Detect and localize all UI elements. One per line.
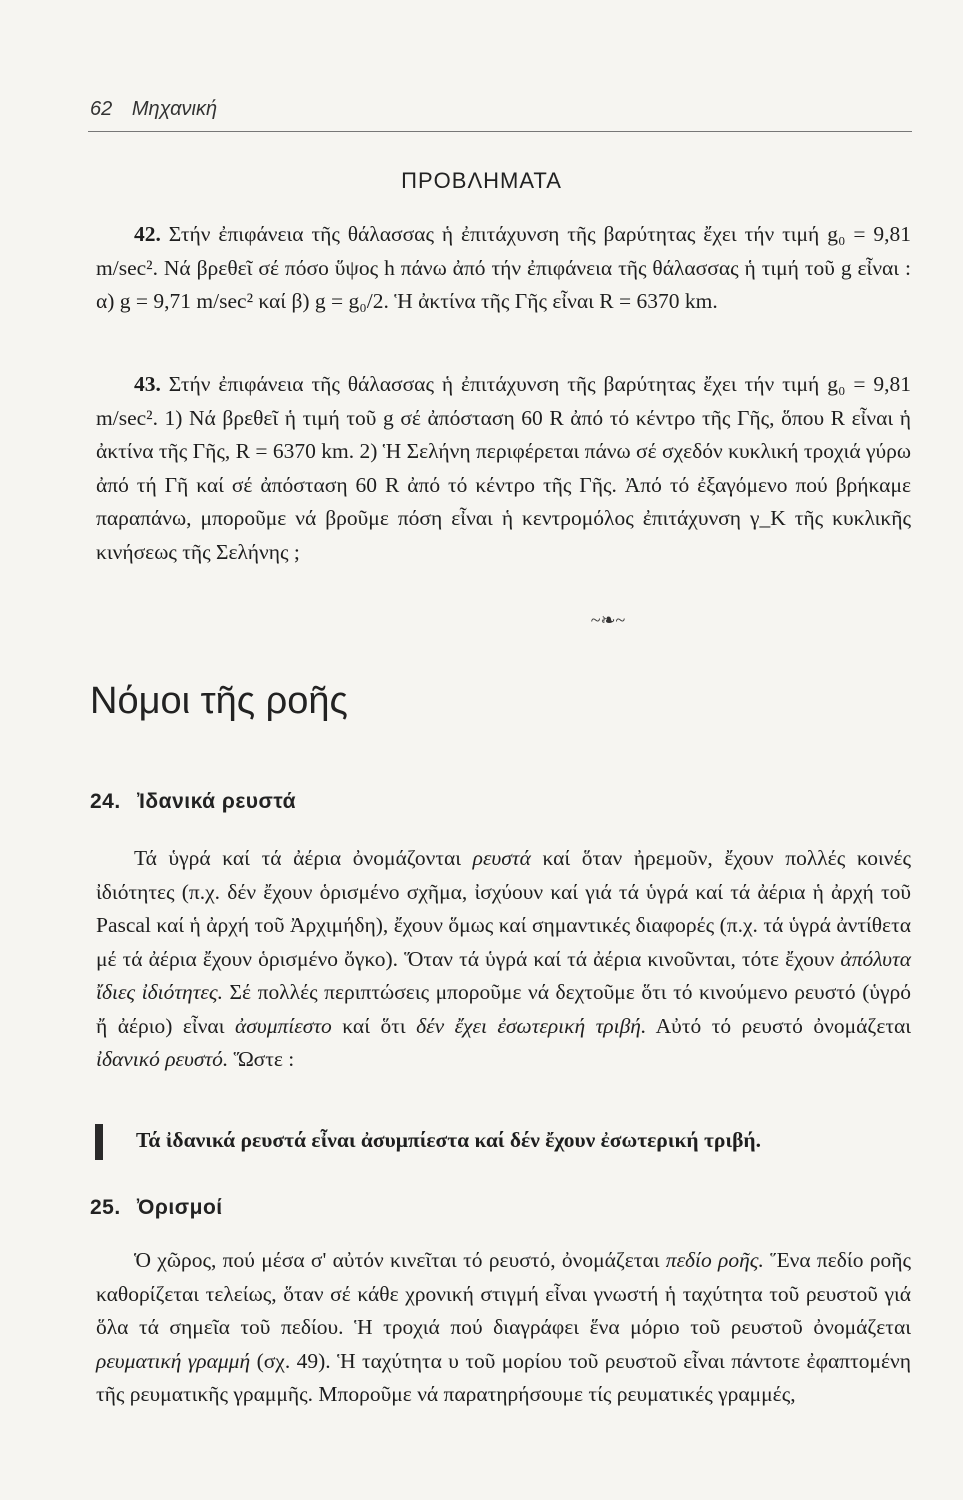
- section-24-number: 24.: [90, 790, 121, 813]
- chapter-title: Νόμοι τῆς ροῆς: [90, 680, 348, 722]
- statement-marker: [95, 1124, 103, 1160]
- s24-term-no-friction: δέν ἔχει ἐσωτερική τριβή.: [416, 1013, 647, 1038]
- s24-text-4: καί ὅτι: [342, 1013, 406, 1038]
- header-rule: [88, 131, 912, 132]
- section-25-paragraph: [96, 1244, 911, 1412]
- section-25-title: Ὀρισμοί: [137, 1196, 223, 1219]
- section-24-paragraph: [96, 842, 911, 1077]
- s24-term-ideal-fluid: ἰδανικό ρευστό.: [96, 1047, 229, 1071]
- running-title: Μηχανική: [131, 98, 218, 120]
- problem-43-text: Στήν ἐπιφάνεια τῆς θάλασσας ἡ ἐπιτάχυνση τῆς βαρύτητας ἔχει τήν τιμή g₀ = 9,81 m/sec². 1) Νά βρεθεῖ ἡ τιμή τοῦ g σέ ἀπόσταση 60 R ἀπό τό κέντρο τῆς Γῆς, ὅπου R εἶναι ἡ ἀκτίνα τῆς Γῆς, R = 6370 km. 2) Ἡ Σελήνη περιφέρεται πάνω σέ σχεδόν κυκλική τροχιά γύρω ἀπό τή Γῆ καί σέ ἀπόσταση 60 R ἀπό τό κέντρο τῆς Γῆς. Ἀπό τό ἐξαγόμενο πού βρήκαμε παραπάνω, μποροῦμε νά βροῦμε πόση εἶναι ἡ κεντρομόλος ἐπιτάχυνση γ_K τῆς κυκλικῆς κινήσεως τῆς Σελήνης ;: [96, 372, 911, 564]
- ornament-divider: ~❧~: [590, 610, 626, 630]
- s25-text-2: Ἕνα πεδίο ροῆς καθορίζεται τελείως, ὅταν σέ κάθε χρονική στιγμή εἶναι γνωστή ἡ ταχύτητα τοῦ ρευστοῦ γιά ὅλα τά σημεῖα τοῦ πεδίου. Ἡ τροχιά πού διαγράφει ἕνα μόριο τοῦ ρευστοῦ ὀνομάζεται: [96, 1248, 911, 1339]
- s25-term-streamline: ρευματική γραμμή: [96, 1348, 251, 1373]
- s24-term-incompressible: ἀσυμπίεστο: [234, 1013, 332, 1038]
- s24-text-3: Σέ πολλές περιπτώσεις μποροῦμε νά δεχτοῦμε ὅτι τό κινούμενο ρευστό (ὑγρό ἤ ἀέριο) εἶναι: [96, 980, 912, 1038]
- problem-43-number: 43.: [134, 372, 161, 396]
- page-number: 62: [90, 98, 113, 120]
- s25-term-flow-field: πεδίο ροῆς.: [665, 1248, 764, 1272]
- s24-text-1: Τά ὑγρά καί τά ἀέρια ὀνομάζονται: [134, 846, 462, 870]
- ideal-fluid-statement: Τά ἰδανικά ρευστά εἶναι ἀσυμπίεστα καί δέν ἔχουν ἐσωτερική τριβή.: [136, 1128, 761, 1152]
- problem-43: [96, 368, 911, 569]
- problems-title: ΠΡΟΒΛΗΜΑΤΑ: [401, 168, 562, 193]
- s24-text-6: Ὥστε :: [233, 1047, 295, 1071]
- running-header: [90, 98, 910, 121]
- problem-42-number: 42.: [134, 222, 161, 246]
- problem-42-text: Στήν ἐπιφάνεια τῆς θάλασσας ἡ ἐπιτάχυνση τῆς βαρύτητας ἔχει τήν τιμή g₀ = 9,81 m/sec². Νά βρεθεῖ σέ πόσο ὕψος h πάνω ἀπό τήν ἐπιφάνεια τῆς θάλασσας ἡ τιμή τοῦ g εἶναι : α) g = 9,71 m/sec² καί β) g = g₀/2. Ἡ ἀκτίνα τῆς Γῆς εἶναι R = 6370 km.: [96, 222, 911, 313]
- section-25-heading: [90, 1196, 223, 1220]
- section-25-number: 25.: [90, 1196, 121, 1219]
- section-24-title: Ἰδανικά ρευστά: [137, 790, 297, 813]
- s25-text-3: (σχ. 49). Ἡ ταχύτητα υ τοῦ μορίου τοῦ ρευστοῦ εἶναι πάντοτε ἐφαπτομένη τῆς ρευματικῆς γραμμῆς. Μποροῦμε νά παρατηρήσουμε τίς ρευματικές γραμμές,: [96, 1348, 912, 1406]
- s24-text-2: καί ὅταν ἠρεμοῦν, ἔχουν πολλές κοινές ἰδιότητες (π.χ. δέν ἔχουν ὁρισμένο σχῆμα, ἰσχύουν καί γιά τά ὑγρά καί τά ἀέρια ἡ ἀρχή τοῦ Pascal καί ἡ ἀρχή τοῦ Ἀρχιμήδη), ἔχουν ὅμως καί σημαντικές διαφορές (π.χ. τά ὑγρά ἀντίθετα μέ τά ἀέρια ἔχουν ὁρισμένο ὄγκο). Ὅταν τά ὑγρά καί τά ἀέρια κινοῦνται, τότε ἔχουν: [96, 846, 911, 971]
- s25-text-1: Ὁ χῶρος, πού μέσα σ' αὐτόν κινεῖται τό ρευστό, ὀνομάζεται: [134, 1248, 660, 1272]
- problem-42: [96, 218, 911, 319]
- s24-term-same-properties: ἀπόλυτα ἴδιες ἰδιότητες.: [96, 946, 912, 1004]
- s24-term-fluids: ρευστά: [472, 846, 531, 870]
- s24-text-5: Αὐτό τό ρευστό ὀνομάζεται: [655, 1013, 912, 1038]
- section-24-heading: [90, 790, 296, 814]
